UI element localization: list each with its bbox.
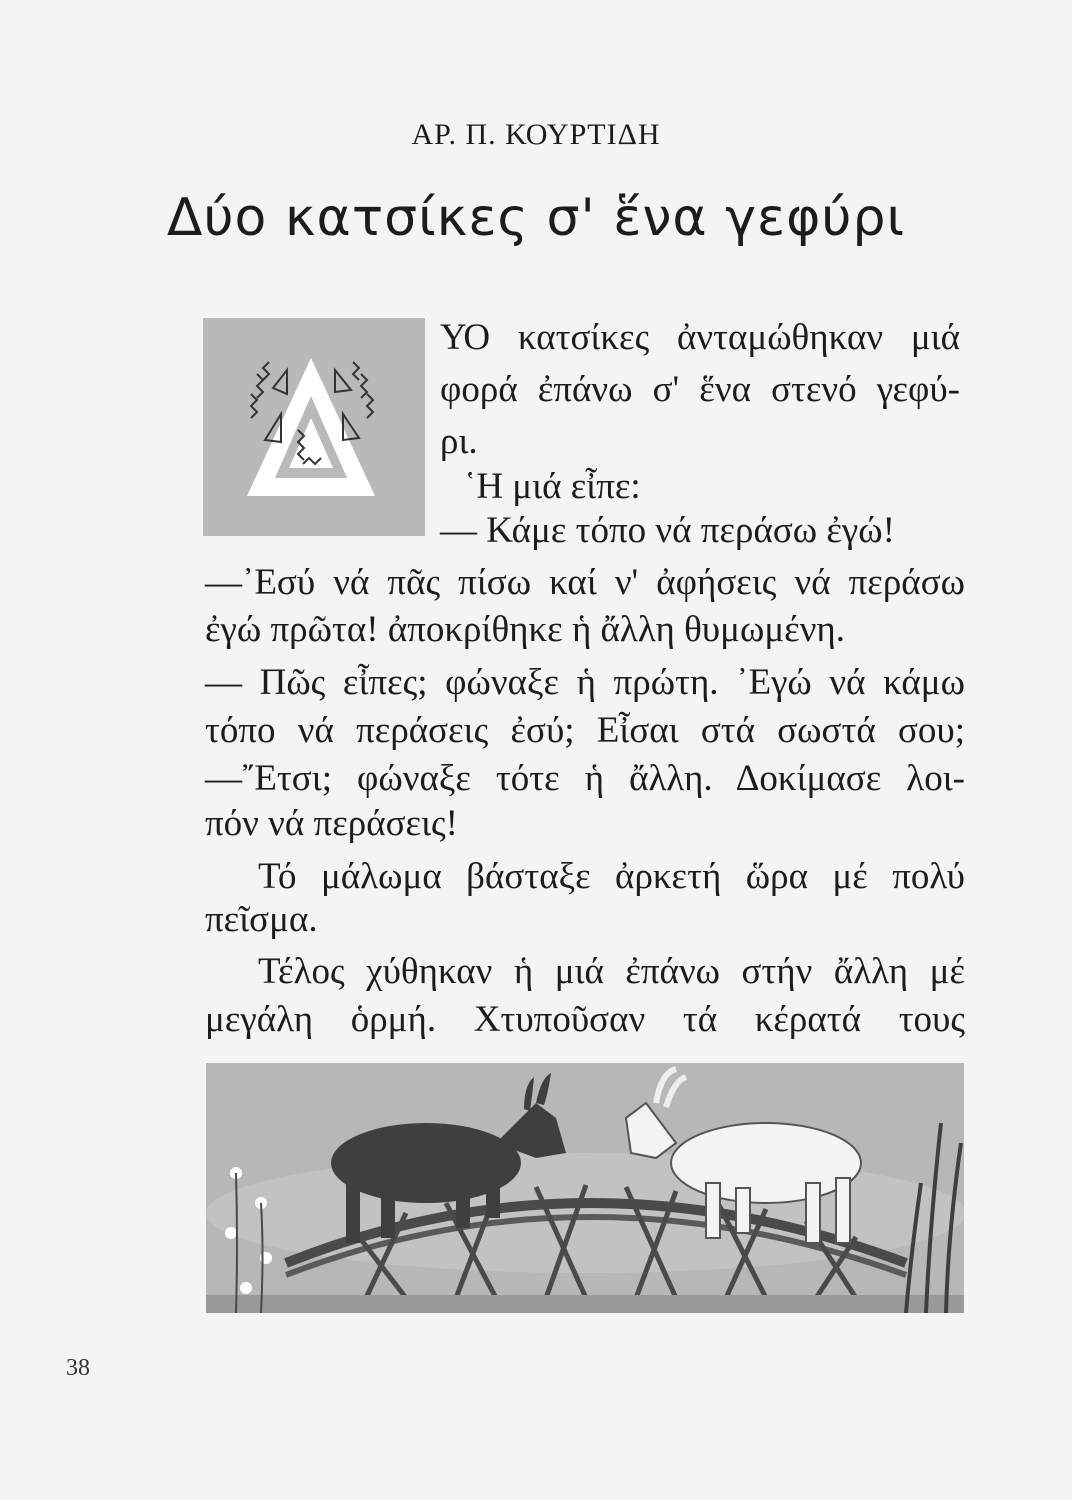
dropcap-illustration [203,318,425,536]
text-line-8: — Πῶς εἶπες; φώναξε ἡ πρώτη. ᾽Εγώ νά κάμω [205,662,965,703]
text-line-12: Τό μάλωμα βάσταξε ἀρκετή ὥρα μέ πολύ [258,856,965,897]
text-line-14: Τέλος χύθηκαν ἡ μιά ἐπάνω στήν ἄλλη μέ [258,951,965,992]
text-line-3: ρι. [440,421,478,462]
dropcap-delta-icon [203,318,425,536]
text-line-5: — Κάμε τόπο νά περάσω ἐγώ! [440,510,895,551]
text-line-6: —᾽Εσύ νά πᾶς πίσω καί ν' ἀφήσεις νά περάσω [205,562,965,603]
text-line-1: ΥΟ κατσίκες ἀνταμώθηκαν μιά [440,317,960,358]
text-line-7: ἐγώ πρῶτα! ἀποκρίθηκε ἡ ἄλλη θυμωμένη. [205,609,846,650]
text-line-13: πεῖσμα. [205,899,318,940]
text-line-9: τόπο νά περάσεις ἐσύ; Εἶσαι στά σωστά σου; [205,710,965,751]
text-line-11: πόν νά περάσεις! [205,803,459,844]
author-name: ΑΡ. Π. ΚΟΥΡΤΙΔΗ [411,118,661,151]
text-line-4: ῾Η μιά εἶπε: [464,466,641,507]
text-line-10: —῎Ετσι; φώναξε τότε ἡ ἄλλη. Δοκίμασε λοι- [205,758,965,799]
goats-bridge-illustration [206,1063,964,1313]
text-line-15: μεγάλη ὁρμή. Χτυποῦσαν τά κέρατά τους [205,999,965,1040]
story-title: Δύο κατσίκες σ' ἕνα γεφύρι [166,188,906,248]
page-number: 38 [66,1355,90,1381]
text-line-2: φορά ἐπάνω σ' ἕνα στενό γεφύ- [440,369,960,410]
